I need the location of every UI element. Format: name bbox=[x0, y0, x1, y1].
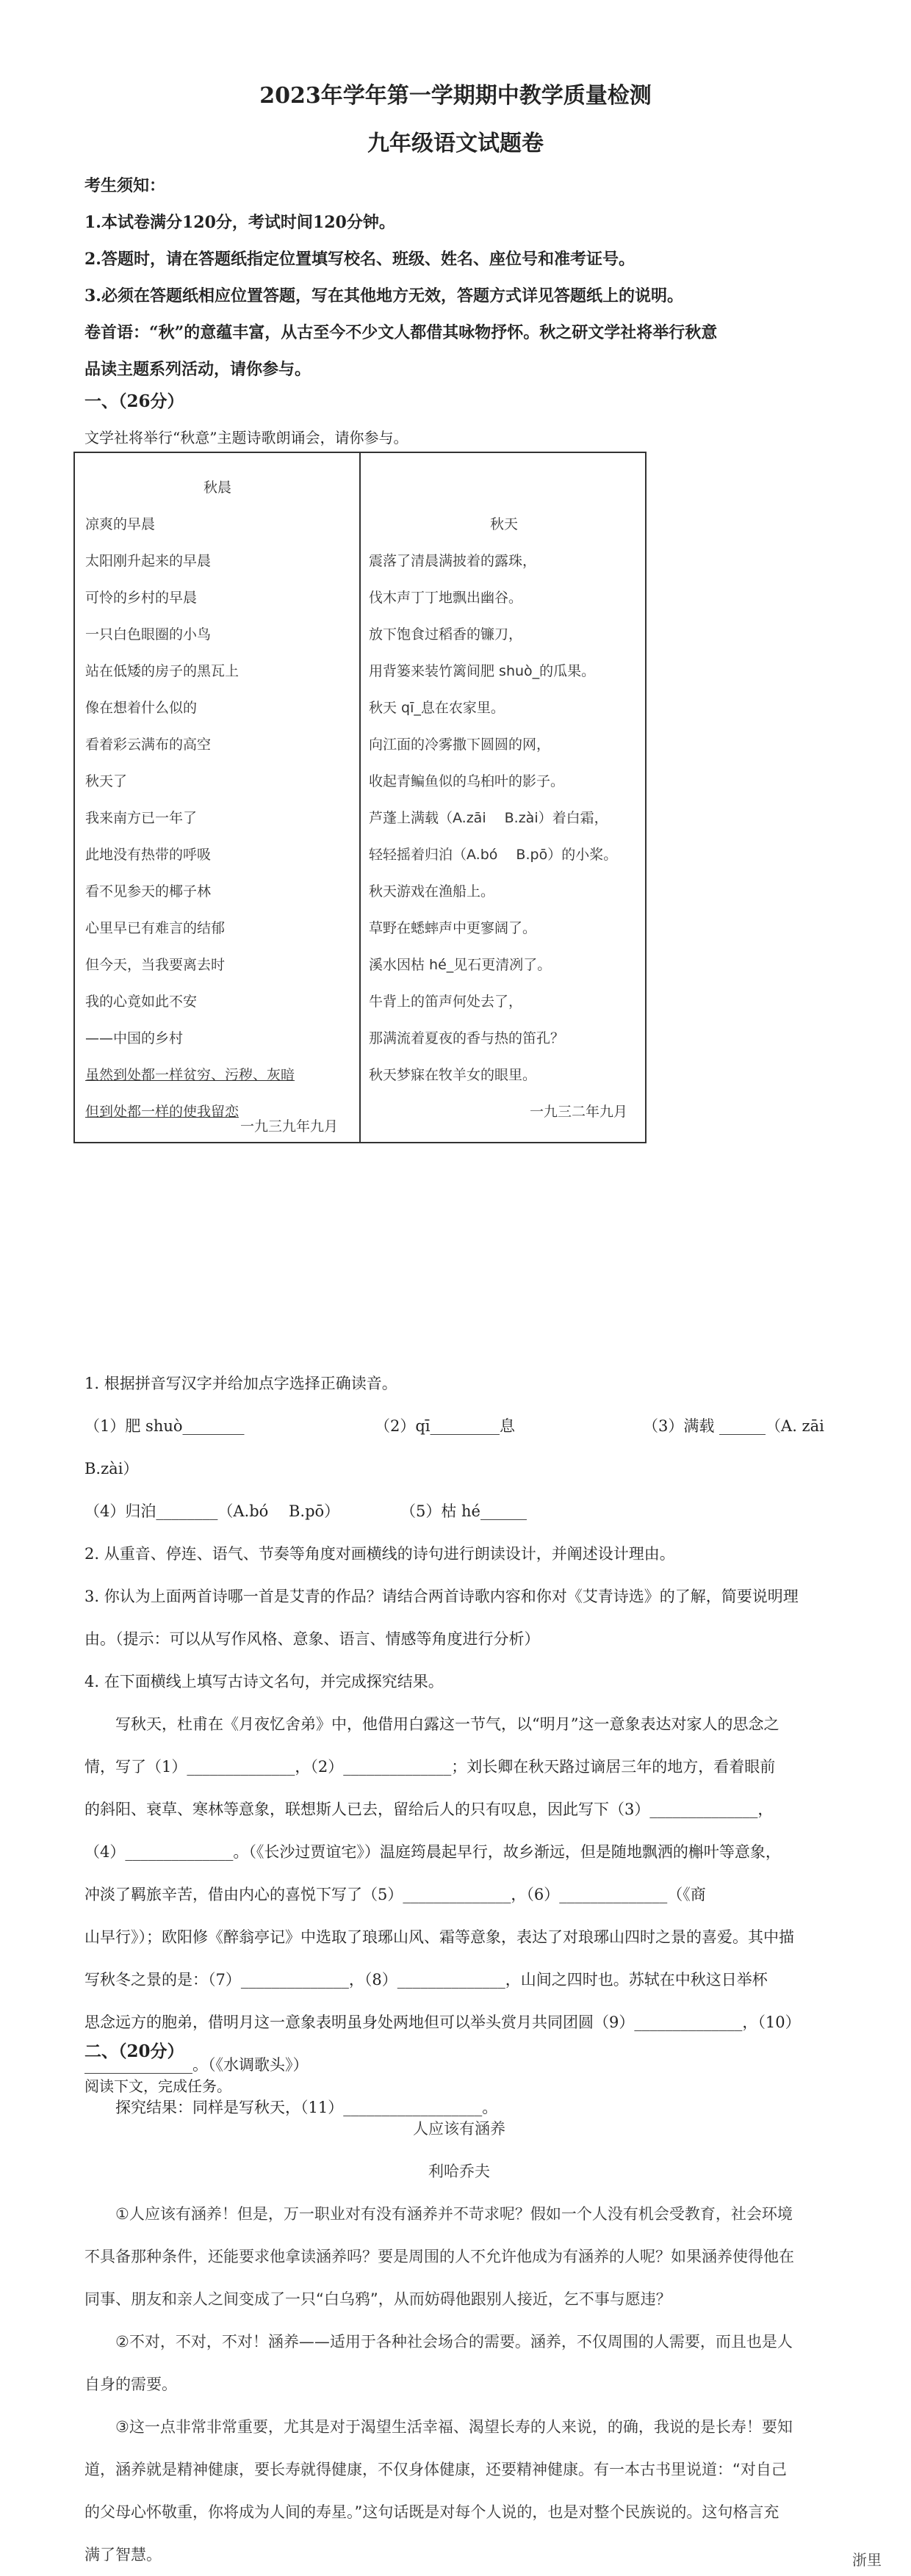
question-4-text: 山早行》）；欧阳修《醉翁亭记》中选取了琅琊山风、霜等意象，表达了对琅琊山四时之景的喜爱。其中描 bbox=[84, 1928, 794, 1946]
question-4-text: 的斜阳、衰草、寒林等意象，联想斯人已去，留给后人的只有叹息，因此写下（3）______________， bbox=[84, 1801, 774, 1818]
poem-line: 草野在蟋蟀声中更寥阔了。 bbox=[369, 920, 537, 936]
article-line: ①人应该有涵养！但是，万一职业对有没有涵养并不苛求呢？假如一个人没有机会受教育，社会环境 bbox=[84, 2205, 793, 2223]
article-line: ③这一点非常非常重要，尤其是对于渴望生活幸福、渴望长寿的人来说，的确，我说的是长寿！要知 bbox=[84, 2418, 793, 2436]
question-item: B.zài） bbox=[84, 1460, 139, 1477]
article-author: 利哈乔夫 bbox=[428, 2163, 490, 2180]
question-4-text: 思念远方的胞弟，借明月这一意象表明虽身处两地但可以举头赏月共同团圆（9）______________，（10） bbox=[84, 2014, 801, 2031]
lead-text: 品读主题系列活动，请你参与。 bbox=[84, 360, 312, 379]
poem-line: 心里早已有难言的结郁 bbox=[85, 920, 226, 936]
notice-item: 1.本试卷满分120分，考试时间120分钟。 bbox=[84, 213, 395, 232]
question-2: 2. 从重音、停连、语气、节奏等角度对画横线的诗句进行朗读设计，并阐述设计理由。 bbox=[84, 1545, 675, 1563]
article-line: 的父母心怀敬重，你将成为人间的寿星。”这句话既是对每个人说的，也是对整个民族说的。这句格言充 bbox=[84, 2503, 779, 2521]
article-line: ②不对，不对，不对！涵养——适用于各种社会场合的需要。涵养，不仅周围的人需要，而且也是人 bbox=[84, 2333, 793, 2351]
lead-text: 卷首语：“秋”的意蕴丰富，从古至今不少文人都借其咏物抒怀。秋之研文学社将举行秋意 bbox=[84, 323, 718, 342]
underlined-poem-line: 虽然到处都一样贫穷、污秽、灰暗 bbox=[85, 1067, 295, 1083]
article-line: 不具备那种条件，还能要求他拿读涵养吗？要是周围的人不允许他成为有涵养的人呢？如果涵养使得他在 bbox=[84, 2248, 794, 2265]
poem-line: 此地没有热带的呼吸 bbox=[85, 847, 212, 863]
poem-table bbox=[73, 452, 647, 1143]
poem-line: 我来南方已一年了 bbox=[85, 810, 198, 826]
question-4: 4. 在下面横线上填写古诗文名句，并完成探究结果。 bbox=[84, 1673, 444, 1690]
poem-line: 向江面的冷雾撒下圆圆的网， bbox=[369, 737, 551, 753]
poem-title: 秋晨 bbox=[203, 480, 231, 496]
question-4-text: （4）______________。（《长沙过贾谊宅》）温庭筠晨起早行，故乡渐远，但是随地飘洒的槲叶等意象， bbox=[84, 1843, 781, 1861]
article-line: 同事、朋友和亲人之间变成了一只“白乌鸦”，从而妨碍他跟别人接近，乞不事与愿违？ bbox=[84, 2290, 671, 2308]
poem-line: 秋天了 bbox=[85, 773, 128, 789]
poem-line: 站在低矮的房子的黑瓦上 bbox=[85, 663, 240, 679]
table-divider bbox=[359, 453, 361, 1142]
poem-line: 看不见参天的椰子林 bbox=[85, 883, 212, 900]
notice-item: 2.答题时，请在答题纸指定位置填写校名、班级、姓名、座位号和准考证号。 bbox=[84, 250, 635, 269]
section-intro: 文学社将举行“秋意”主题诗歌朗诵会，请你参与。 bbox=[84, 429, 408, 446]
poem-line: 可怜的乡村的早晨 bbox=[85, 590, 198, 606]
question-item: （2）qī_________息 bbox=[375, 1417, 516, 1435]
paper-subtitle: 九年级语文试题卷 bbox=[367, 131, 544, 156]
section-intro: 阅读下文，完成任务。 bbox=[84, 2077, 231, 2095]
poem-line: 震落了清晨满披着的露珠， bbox=[369, 553, 537, 569]
question-4-text: 写秋天，杜甫在《月夜忆舍弟》中，他借用白露这一节气，以“明月”这一意象表达对家人的思念之 bbox=[84, 1715, 779, 1733]
question-3: 3. 你认为上面两首诗哪一首是艾青的作品？请结合两首诗歌内容和你对《艾青诗选》的了解，简要说明理 bbox=[84, 1588, 799, 1605]
question-item: （5）枯 hé______ bbox=[400, 1502, 527, 1520]
question-4-text: 情，写了（1）______________，（2）______________；刘长卿在秋天路过谪居三年的地方，看着眼前 bbox=[84, 1758, 776, 1776]
poem-line: 那满流着夏夜的香与热的笛孔？ bbox=[369, 1030, 565, 1046]
question-4-result: 探究结果：同样是写秋天，（11）__________________。 bbox=[84, 2099, 498, 2116]
poem-line: 像在想着什么似的 bbox=[85, 700, 198, 716]
question-4-text: 写秋冬之景的是：（7）______________，（8）______________，山间之四时也。苏轼在中秋这日举杯 bbox=[84, 1971, 768, 1989]
poem-line: 收起青鳊鱼似的乌桕叶的影子。 bbox=[369, 773, 565, 789]
question-4-text: ______________。（《水调歌头》） bbox=[84, 2056, 309, 2074]
poem-line: 溪水因枯 hé_见石更清冽了。 bbox=[369, 957, 552, 973]
poem-date: 一九三九年九月 bbox=[240, 1118, 338, 1135]
question-item: （1）肥 shuò________ bbox=[84, 1417, 245, 1435]
question-item: （3）满载 ______（A. zāi bbox=[643, 1417, 824, 1435]
article bbox=[84, 2108, 834, 2576]
question-1-items bbox=[84, 1490, 834, 1533]
question-3: 由。（提示：可以从写作风格、意象、语言、情感等角度进行分析） bbox=[84, 1630, 540, 1648]
question-block bbox=[84, 1362, 834, 2129]
poem-line: 凉爽的早晨 bbox=[85, 516, 156, 532]
poem-line: 看着彩云满布的高空 bbox=[85, 737, 212, 753]
poem-line: ——中国的乡村 bbox=[85, 1030, 184, 1046]
poem-line: 秋天梦寐在牧羊女的眼里。 bbox=[369, 1067, 537, 1083]
notice-heading: 考生须知： bbox=[84, 176, 166, 195]
exam-title: 2023年学年第一学期期中教学质量检测 bbox=[259, 83, 652, 109]
poem-line: 一只白色眼圈的小鸟 bbox=[85, 626, 212, 643]
question-4-text: 冲淡了羁旅辛苦，借由内心的喜悦下写了（5）______________，（6）______________（《商 bbox=[84, 1886, 706, 1903]
question-1-items bbox=[84, 1405, 834, 1447]
article-line: 道，涵养就是精神健康，要长寿就得健康，不仅身体健康，还要精神健康。有一本古书里说道：“对自己 bbox=[84, 2461, 787, 2478]
article-line: 满了智慧。 bbox=[84, 2546, 162, 2564]
poem-line: 用背篓来装竹篱间肥 shuò_的瓜果。 bbox=[369, 663, 596, 679]
poem-title: 秋天 bbox=[489, 516, 518, 532]
question-item: （4）归泊________（A.bó B.pō） bbox=[84, 1502, 340, 1520]
question-1: 1. 根据拼音写汉字并给加点字选择正确读音。 bbox=[84, 1375, 397, 1392]
section-heading: 二、（20分） bbox=[84, 2041, 184, 2061]
poem-line: 我的心竟如此不安 bbox=[85, 994, 198, 1010]
section-heading: 一、（26分） bbox=[84, 391, 184, 411]
poem-line: 但今天，当我要离去时 bbox=[85, 957, 226, 973]
underlined-poem-line: 但到处都一样的使我留恋 bbox=[85, 1104, 240, 1120]
poem-line: 芦蓬上满载（A.zāi B.zài）着白霜， bbox=[369, 810, 608, 826]
poem-line: 秋天游戏在渔船上。 bbox=[369, 883, 495, 900]
notice-item: 3.必须在答题纸相应位置答题，写在其他地方无效，答题方式详见答题纸上的说明。 bbox=[84, 286, 683, 305]
page-footer: 浙里 bbox=[852, 2551, 882, 2569]
poem-line: 太阳刚升起来的早晨 bbox=[85, 553, 212, 569]
poem-line: 伐木声丁丁地飘出幽谷。 bbox=[369, 590, 523, 606]
poem-line: 牛背上的笛声何处去了， bbox=[369, 994, 523, 1010]
poem-date: 一九三二年九月 bbox=[529, 1104, 627, 1120]
exam-notice bbox=[84, 167, 834, 388]
poem-line: 秋天 qī_息在农家里。 bbox=[369, 700, 505, 716]
article-title: 人应该有涵养 bbox=[413, 2120, 505, 2138]
article-line: 自身的需要。 bbox=[84, 2376, 177, 2393]
poem-line: 放下饱食过稻香的镰刀， bbox=[369, 626, 523, 643]
poem-line: 轻轻摇着归泊（A.bó B.pō）的小桨。 bbox=[369, 847, 618, 863]
